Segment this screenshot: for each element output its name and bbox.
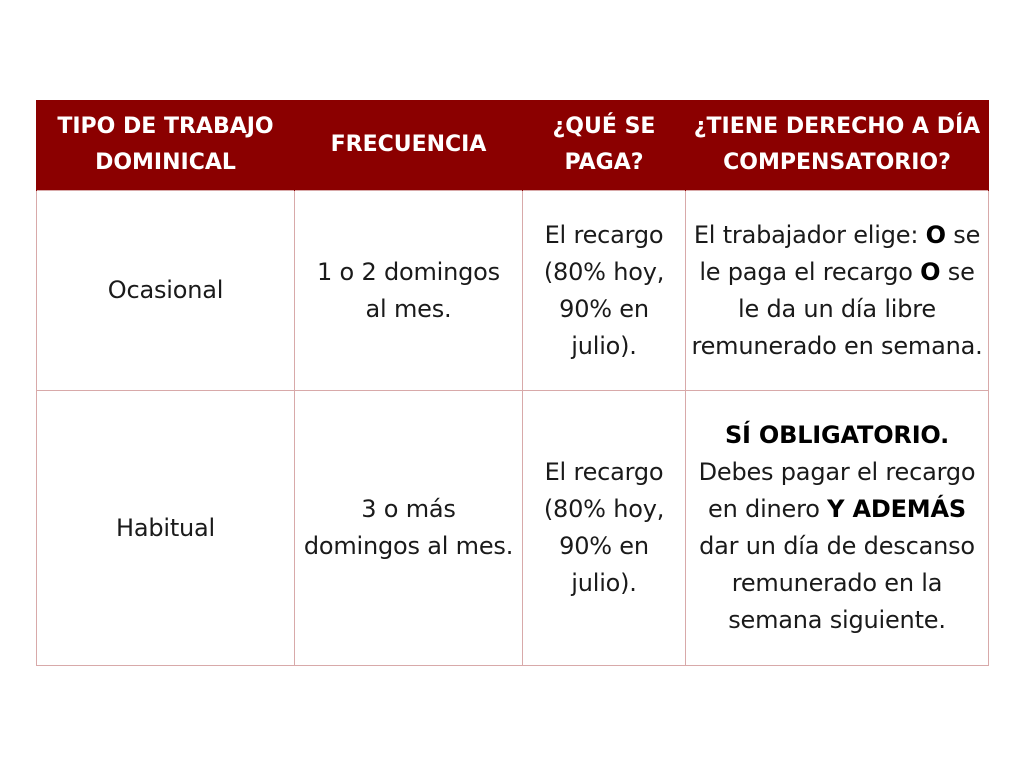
- derecho-text-2: dar un día de descanso remunerado en la semana siguiente.: [699, 532, 975, 634]
- header-pago: ¿QUÉ SE PAGA?: [523, 100, 686, 191]
- cell-derecho: [686, 191, 989, 391]
- derecho-bold-0: SÍ OBLIGATORIO.: [724, 421, 950, 449]
- cell-pago: [523, 391, 686, 666]
- cell-pago-text: El recargo (80% hoy, 90% en julio).: [543, 220, 665, 360]
- header-derecho: ¿TIENE DERECHO A DÍA COMPENSATORIO?: [686, 100, 989, 191]
- cell-frecuencia: [295, 391, 523, 666]
- cell-pago: [523, 191, 686, 391]
- cell-frecuencia-text: 3 o más domingos al mes.: [303, 495, 514, 560]
- cell-tipo: Ocasional: [37, 191, 295, 391]
- header-frecuencia: FRECUENCIA: [295, 100, 523, 191]
- table-row: [37, 391, 989, 666]
- cell-frecuencia-text: 1 o 2 domingos al mes.: [317, 257, 500, 323]
- sunday-work-table: [36, 100, 989, 666]
- derecho-text-1: Debes pagar el recargo en dinero: [698, 458, 976, 523]
- cell-frecuencia: [295, 191, 523, 391]
- header-row: [37, 100, 989, 191]
- derecho-text-3: se le da un día libre remunerado en semana.: [691, 257, 983, 360]
- derecho-bold-1: Y ADEMÁS: [827, 495, 966, 523]
- cell-derecho: [686, 391, 989, 666]
- header-tipo: TIPO DE TRABAJO DOMINICAL: [37, 100, 295, 191]
- table-row: [37, 191, 989, 391]
- derecho-bold-1: O: [925, 220, 946, 249]
- derecho-bold-2: O: [920, 257, 941, 286]
- derecho-text-2: se le paga el recargo: [699, 220, 981, 286]
- derecho-text-1: El trabajador elige:: [693, 220, 926, 249]
- cell-pago-text: El recargo (80% hoy, 90% en julio).: [543, 458, 665, 597]
- cell-tipo: Habitual: [37, 391, 295, 666]
